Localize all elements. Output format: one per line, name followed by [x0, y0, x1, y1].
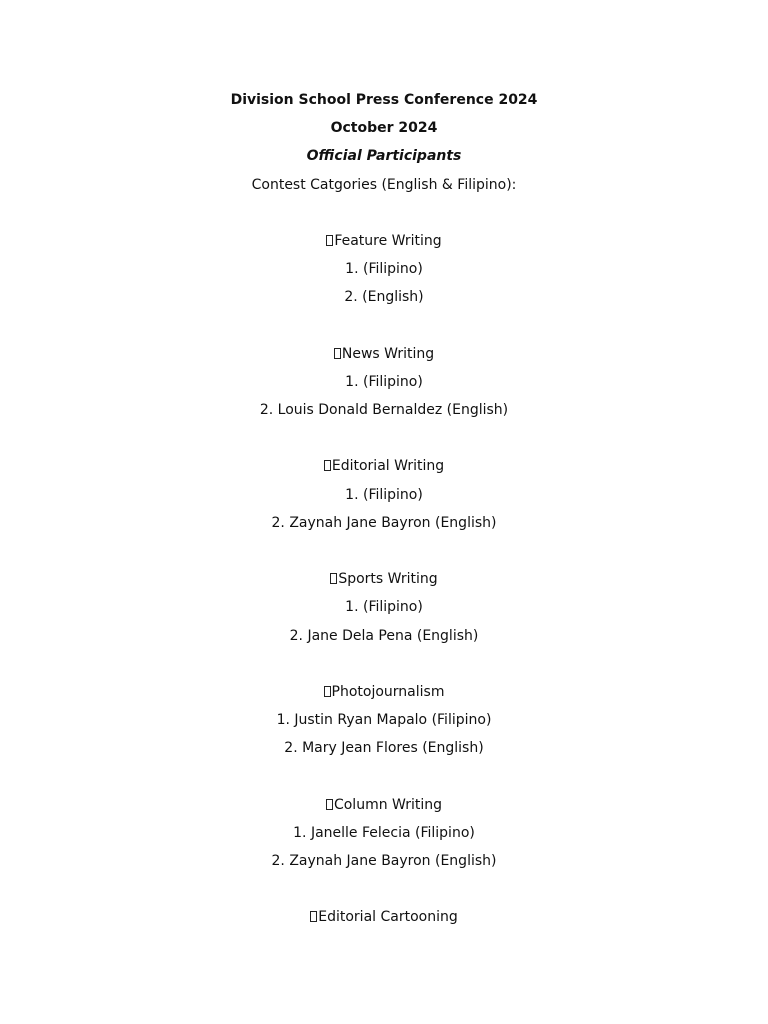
section-spacer: [0, 875, 768, 903]
section-spacer: [0, 312, 768, 340]
section-spacer: [0, 424, 768, 452]
participant-entry: 1. (Filipino): [345, 261, 423, 278]
section-spacer: [0, 650, 768, 678]
category-heading-label: Column Writing: [333, 796, 443, 813]
category-heading: [0, 903, 768, 931]
document-title: Division School Press Conference 2024: [230, 92, 538, 108]
section-spacer: [0, 199, 768, 227]
category-heading: [0, 340, 768, 368]
participant-entry: 1. Justin Ryan Mapalo (Filipino): [276, 712, 492, 729]
category-heading-label: Editorial Cartooning: [318, 909, 458, 926]
category-heading: [0, 565, 768, 593]
missing-glyph-box-icon: [324, 460, 331, 471]
category-heading: [0, 452, 768, 480]
missing-glyph-box-icon: [310, 911, 317, 922]
category-heading: [0, 678, 768, 706]
participant-entry: 2. Zaynah Jane Bayron (English): [271, 853, 497, 870]
section-spacer: [0, 763, 768, 791]
category-heading: [0, 791, 768, 819]
participant-entry: 1. Janelle Felecia (Filipino): [293, 824, 475, 841]
categories-intro: Contest Catgories (English & Filipino):: [251, 176, 517, 193]
participant-entry: 2. Jane Dela Pena (English): [289, 627, 479, 644]
participant-entry: 1. (Filipino): [345, 373, 423, 390]
document-date: October 2024: [330, 120, 438, 137]
participant-entry: 2. Mary Jean Flores (English): [284, 740, 484, 757]
missing-glyph-box-icon: [330, 573, 337, 584]
participant-entry: 1. (Filipino): [345, 599, 423, 616]
missing-glyph-box-icon: [324, 686, 331, 697]
participant-entry: 2. Louis Donald Bernaldez (English): [259, 402, 509, 419]
missing-glyph-box-icon: [326, 799, 333, 810]
category-heading-label: Feature Writing: [334, 232, 442, 249]
participant-entry: 2. Zaynah Jane Bayron (English): [271, 514, 497, 531]
participant-entry: 1. (Filipino): [345, 486, 423, 503]
document-body: [0, 86, 768, 932]
category-heading: [0, 227, 768, 255]
participant-entry: 2. (English): [344, 289, 424, 306]
category-list: [0, 199, 768, 932]
category-heading-label: Photojournalism: [331, 683, 445, 700]
missing-glyph-box-icon: [334, 348, 341, 359]
missing-glyph-box-icon: [326, 235, 333, 246]
category-heading-label: Editorial Writing: [331, 458, 445, 475]
section-spacer: [0, 537, 768, 565]
document-subtitle: Official Participants: [306, 148, 462, 165]
category-heading-label: News Writing: [341, 345, 435, 362]
category-heading-label: Sports Writing: [338, 571, 438, 588]
